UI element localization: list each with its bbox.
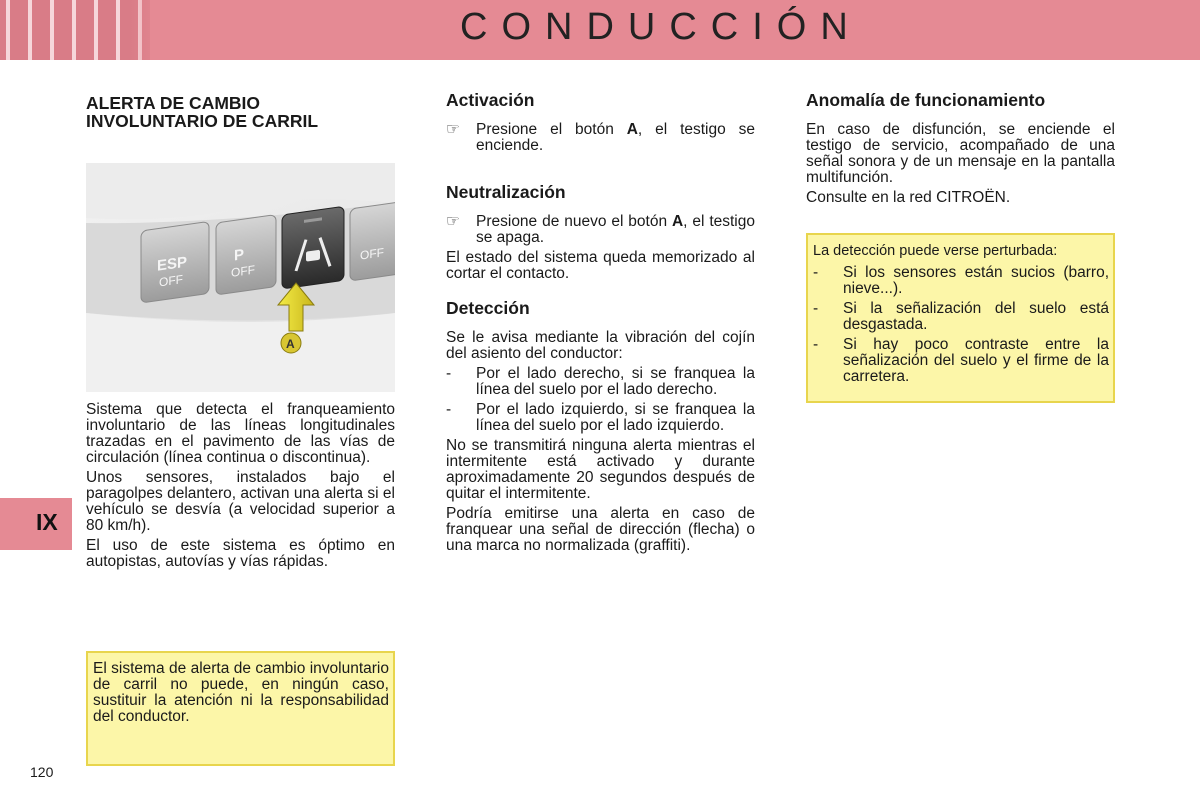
malfunction-heading: Anomalía de funcionamiento xyxy=(806,90,1046,110)
paragraph: El uso de este sistema es óptimo en autopistas, autovías y vías rápidas. xyxy=(86,537,395,570)
paragraph: Podría emitirse una alerta en caso de franquear una señal de dirección (flecha) o una marca no normalizada (graffiti). xyxy=(446,505,755,554)
neutralization-step: ☞ Presione de nuevo el botón A, el testigo se apaga. xyxy=(446,213,755,246)
svg-text:P: P xyxy=(234,246,244,265)
section-heading: ALERTA DE CAMBIO INVOLUNTARIO DE CARRIL xyxy=(86,93,319,131)
svg-text:A: A xyxy=(286,337,295,351)
note-text: El sistema de alerta de cambio involuntario de carril no puede, en ningún caso, sustituir la atención ni la responsabilidad del conductor. xyxy=(93,660,389,725)
list-item: - Por el lado derecho, si se franquea la línea del suelo por el lado derecho. xyxy=(446,365,755,398)
off-button xyxy=(350,201,395,281)
park-assist-off-button xyxy=(216,215,276,295)
list-item: - Si la señalización del suelo está desgastada. xyxy=(813,300,1109,333)
column-2 xyxy=(446,92,755,558)
neutralization-heading: Neutralización xyxy=(446,182,566,202)
paragraph: En caso de disfunción, se enciende el testigo de servicio, acompañado de una señal sonora y de un mensaje en la pantalla multifunción. xyxy=(806,121,1115,186)
pointing-hand-icon: ☞ xyxy=(446,213,460,230)
column-1-body xyxy=(86,402,395,574)
column-1 xyxy=(86,94,395,130)
svg-text:OFF: OFF xyxy=(159,272,183,290)
paragraph: No se transmitirá ninguna alerta mientras el intermitente está activado y durante aproximadamente 20 segundos después de quitar el intermitente. xyxy=(446,437,755,502)
warning-note xyxy=(86,651,395,766)
paragraph: Se le avisa mediante la vibración del cojín del asiento del conductor: xyxy=(446,329,755,362)
activation-heading: Activación xyxy=(446,90,535,110)
list-item: - Por el lado izquierdo, si se franquea la línea del suelo por el lado izquierdo. xyxy=(446,401,755,434)
info-note xyxy=(806,233,1115,403)
paragraph: Sistema que detecta el franqueamiento involuntario de las líneas longitudinales trazadas en el pavimento de las vías de circulación (línea continua o discontinua). xyxy=(86,401,395,466)
svg-text:OFF: OFF xyxy=(360,245,384,263)
detection-heading: Detección xyxy=(446,298,530,318)
button-panel-illustration xyxy=(86,163,395,392)
svg-text:ESP: ESP xyxy=(157,253,187,275)
activation-step: ☞ Presione el botón A, el testigo se enciende. xyxy=(446,121,756,154)
column-3 xyxy=(806,92,1115,210)
esp-off-button xyxy=(141,221,209,303)
note-title: La detección puede verse perturbada: xyxy=(813,243,1058,259)
pointing-hand-icon: ☞ xyxy=(446,121,460,138)
list-item: - Si los sensores están sucios (barro, nieve...). xyxy=(813,264,1109,297)
list-item: - Si hay poco contraste entre la señalización del suelo y el firme de la carretera. xyxy=(813,336,1109,385)
paragraph: Unos sensores, instalados bajo el paragolpes delantero, activan una alerta si el vehículo se desvía (a velocidad superior a 80 km/h). xyxy=(86,469,395,534)
chapter-label: IX xyxy=(36,509,58,535)
page-number: 120 xyxy=(30,764,54,780)
header-stripes xyxy=(0,0,150,60)
page-title: CONDUCCIÓN xyxy=(460,6,862,48)
lane-departure-button xyxy=(282,206,344,289)
svg-text:OFF: OFF xyxy=(231,262,255,280)
page-header xyxy=(0,0,1200,60)
chapter-tab xyxy=(0,498,72,550)
illustration-svg xyxy=(86,163,395,392)
paragraph: El estado del sistema queda memorizado al cortar el contacto. xyxy=(446,249,755,282)
callout-a xyxy=(281,333,301,353)
paragraph: Consulte en la red CITROËN. xyxy=(806,189,1011,206)
